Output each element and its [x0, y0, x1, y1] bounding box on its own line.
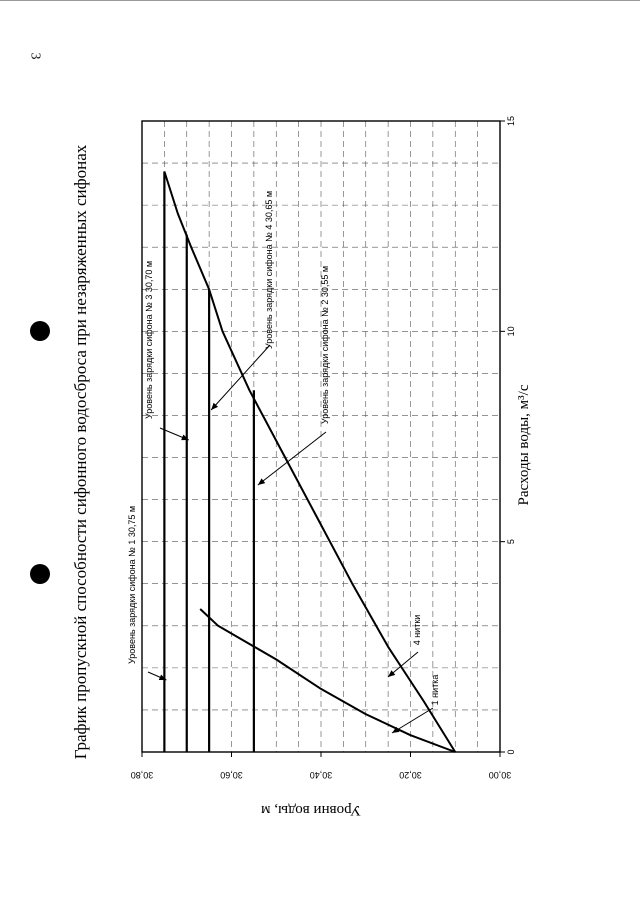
x-tick-label: 5 — [506, 539, 516, 545]
leader-arrowhead-4 — [258, 478, 265, 485]
chart-labels — [127, 191, 440, 733]
charge-level-label-2: Уровень зарядки сифона № 3 30,70 м — [144, 260, 154, 420]
series-label-2: 1 нитка — [430, 674, 440, 706]
charge-level-label-4: Уровень зарядки сифона № 2 30,55 м — [320, 265, 330, 425]
leader-line-6 — [392, 708, 433, 733]
series-lines — [164, 172, 455, 753]
leader-line-4 — [258, 432, 326, 485]
y-tick-label: 30,00 — [488, 770, 512, 780]
charge-level-label-3: Уровень зарядки сифона № 4 30,65 м — [264, 190, 274, 350]
x-axis-title: Расходы воды, м³/с — [516, 384, 532, 506]
rotated-chart — [127, 116, 516, 780]
y-axis-title: Уровни воды, м — [261, 802, 361, 818]
series-label-1: 4 нитки — [412, 614, 422, 646]
charge-level-label-1: Уровень зарядки сифона № 1 30,75 м — [127, 505, 137, 665]
x-tick-label: 15 — [506, 115, 516, 127]
chart-title: График пропускной способности сифонного водосброса при незаряженных сифонах — [71, 144, 90, 760]
y-tick-label: 30,40 — [309, 770, 333, 780]
y-tick-label: 30,60 — [220, 770, 243, 780]
leader-line-3 — [211, 345, 270, 410]
y-tick-label: 30,80 — [130, 770, 154, 780]
x-tick-label: 0 — [506, 749, 516, 755]
charge-levels — [164, 171, 254, 752]
x-tick-label: 10 — [506, 326, 516, 337]
page-number: 3 — [27, 52, 43, 60]
y-tick-label: 30,20 — [399, 770, 422, 780]
series-line-2 — [164, 172, 455, 753]
axis-ticks — [131, 116, 516, 780]
